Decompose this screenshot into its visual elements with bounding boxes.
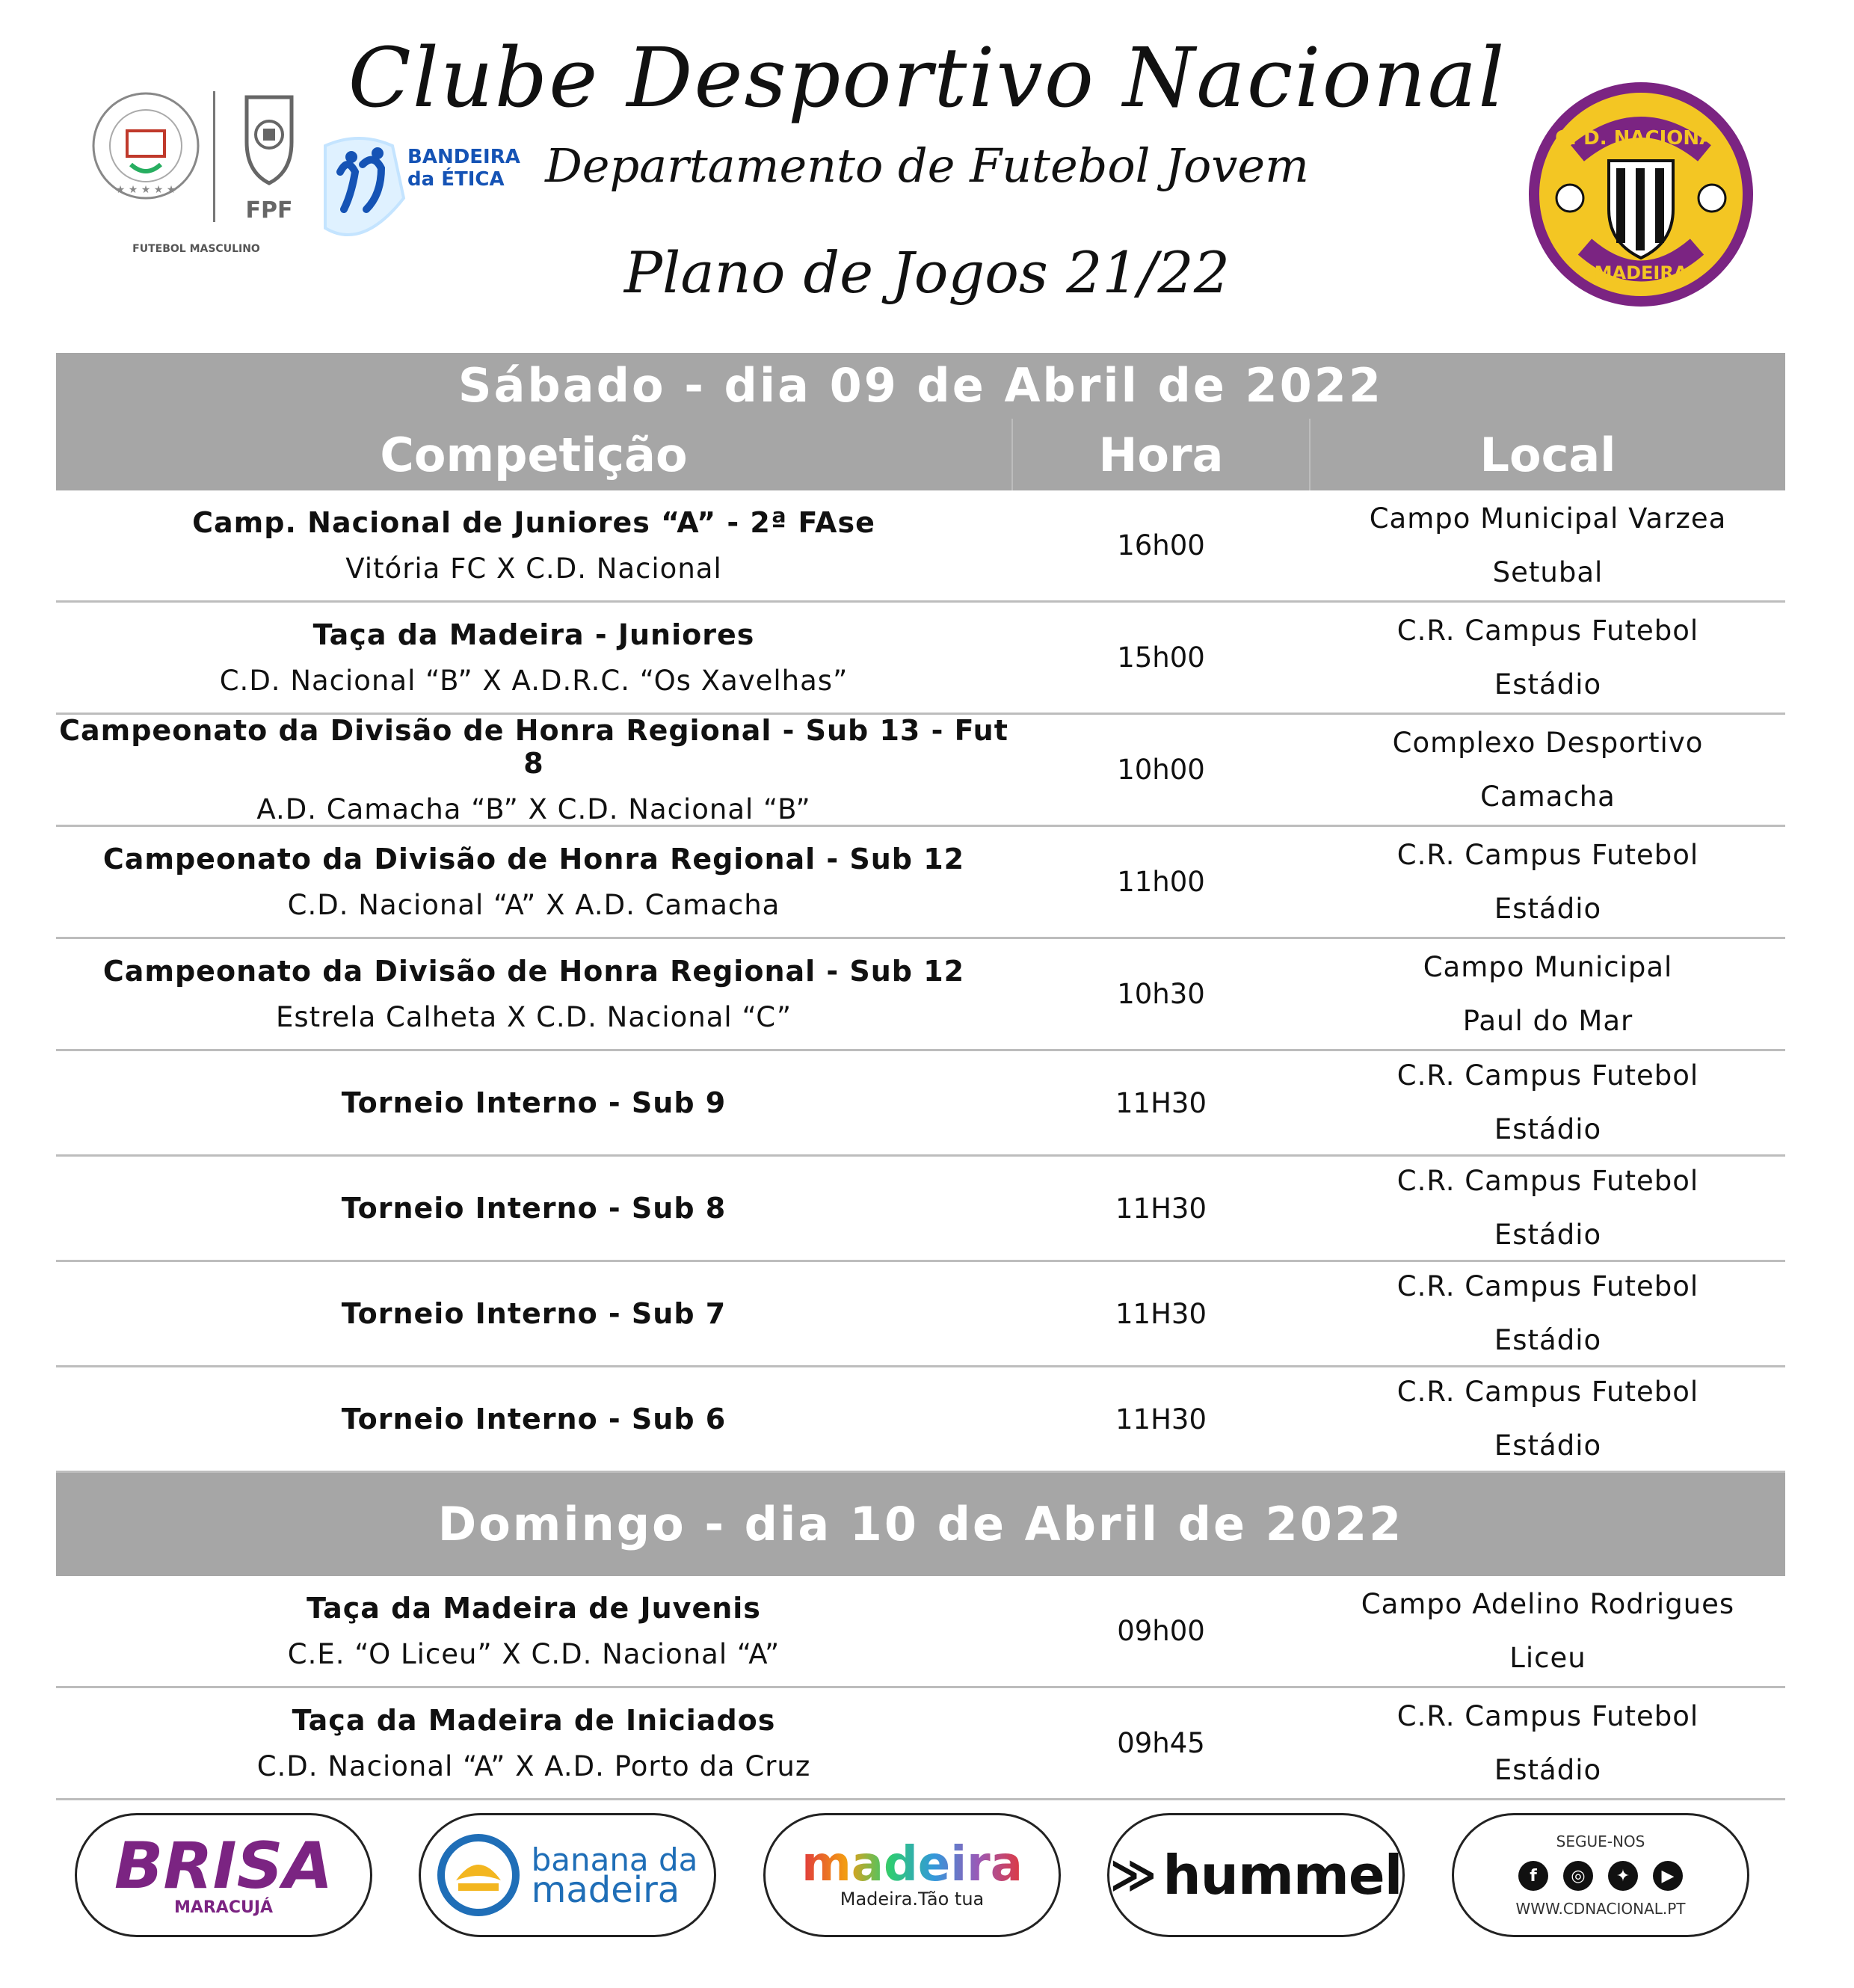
location-line2: Estádio — [1494, 1219, 1602, 1251]
time-cell — [1011, 1367, 1311, 1471]
time-cell — [1011, 603, 1311, 713]
location-line2: Estádio — [1494, 1430, 1602, 1462]
location-line2: Estádio — [1494, 1113, 1602, 1145]
column-competicao: Competição — [380, 427, 688, 482]
svg-text:★ ★ ★ ★ ★: ★ ★ ★ ★ ★ — [115, 184, 176, 196]
certified-entity-logo — [90, 90, 202, 202]
location-cell — [1311, 1262, 1785, 1365]
time-cell — [1011, 715, 1311, 825]
location-cell — [1311, 1367, 1785, 1471]
sponsor-hummel[interactable] — [1107, 1813, 1405, 1937]
location-cell — [1311, 939, 1785, 1049]
sponsor-brisa[interactable] — [75, 1813, 372, 1937]
facebook-icon[interactable]: f — [1518, 1861, 1548, 1891]
competition-cell — [56, 1688, 1011, 1798]
website-link[interactable]: WWW.CDNACIONAL.PT — [1515, 1900, 1686, 1918]
futebol-masculino-caption: FUTEBOL MASCULINO — [132, 243, 260, 255]
logo-divider — [213, 91, 215, 222]
match-teams: C.E. “O Liceu” X C.D. Nacional “A” — [287, 1638, 780, 1670]
table-row — [56, 490, 1785, 603]
location-cell — [1311, 490, 1785, 600]
bandeira-label — [407, 146, 520, 191]
location-line1: C.R. Campus Futebol — [1396, 1376, 1699, 1408]
banana-logo-icon — [437, 1834, 520, 1916]
location-cell — [1311, 715, 1785, 825]
location-line2: Estádio — [1494, 892, 1602, 925]
table-row — [56, 1688, 1785, 1800]
location-line1: C.R. Campus Futebol — [1396, 1699, 1699, 1732]
location-line2: Estádio — [1494, 668, 1602, 701]
table-row — [56, 603, 1785, 715]
sunday-rows — [56, 1576, 1785, 1800]
competition-name: Campeonato da Divisão de Honra Regional - Sub 13 - Fut 8 — [59, 714, 1008, 780]
match-teams: A.D. Camacha “B” X C.D. Nacional “B” — [256, 793, 811, 825]
match-time: 10h30 — [1117, 978, 1205, 1010]
location-cell — [1311, 827, 1785, 937]
youtube-icon[interactable]: ▶ — [1653, 1861, 1683, 1891]
brisa-sub-text: MARACUJÁ — [173, 1898, 274, 1917]
location-line1: C.R. Campus Futebol — [1396, 1270, 1699, 1302]
competition-name: Taça da Madeira - Juniores — [312, 618, 755, 651]
table-row — [56, 1157, 1785, 1262]
hummel-logo-text: hummel — [1162, 1844, 1402, 1907]
location-cell — [1311, 1688, 1785, 1798]
match-time: 10h00 — [1117, 754, 1205, 786]
match-time: 15h00 — [1117, 641, 1205, 674]
sponsor-visit-madeira[interactable] — [763, 1813, 1061, 1937]
time-cell — [1011, 1051, 1311, 1154]
match-teams: Vitória FC X C.D. Nacional — [345, 553, 722, 585]
social-links — [1452, 1813, 1749, 1937]
competition-cell — [56, 1157, 1011, 1260]
fpf-label: FPF — [245, 197, 293, 224]
match-time: 11H30 — [1115, 1086, 1207, 1119]
match-time: 11h00 — [1117, 866, 1205, 898]
sponsor-banana-madeira[interactable] — [419, 1813, 716, 1937]
madeira-slogan: Madeira.Tão tua — [840, 1889, 985, 1909]
schedule-table — [56, 353, 1785, 1800]
competition-name: Taça da Madeira de Iniciados — [292, 1704, 776, 1737]
twitter-icon[interactable]: ✦ — [1608, 1861, 1638, 1891]
competition-cell — [56, 1576, 1011, 1686]
time-cell — [1011, 1157, 1311, 1260]
banana-line1: banana da — [531, 1841, 698, 1878]
match-time: 16h00 — [1117, 529, 1205, 561]
match-time: 09h45 — [1117, 1727, 1205, 1759]
table-row — [56, 1051, 1785, 1157]
club-crest-logo — [1525, 79, 1757, 310]
table-row — [56, 827, 1785, 939]
banana-text — [531, 1841, 698, 1911]
bandeira-line2: da ÉTICA — [407, 168, 505, 191]
time-cell — [1011, 1688, 1311, 1798]
club-title: Clube Desportivo Nacional — [348, 30, 1506, 126]
time-cell — [1011, 939, 1311, 1049]
column-local: Local — [1479, 427, 1616, 482]
table-row — [56, 1367, 1785, 1473]
brisa-logo-text: BRISA — [114, 1828, 333, 1904]
location-line2: Estádio — [1494, 1753, 1602, 1786]
competition-cell — [56, 715, 1011, 825]
fpf-shield-icon — [232, 90, 307, 194]
competition-cell — [56, 490, 1011, 600]
banana-line2: madeira — [531, 1869, 680, 1911]
match-teams: C.D. Nacional “A” X A.D. Porto da Cruz — [256, 1750, 811, 1782]
location-line1: C.R. Campus Futebol — [1396, 1165, 1699, 1197]
location-cell — [1311, 603, 1785, 713]
bandeira-line1: BANDEIRA — [407, 146, 520, 168]
competition-cell — [56, 939, 1011, 1049]
match-teams: C.D. Nacional “B” X A.D.R.C. “Os Xavelhas” — [219, 665, 849, 697]
competition-name: Camp. Nacional de Juniores “A” - 2ª FAse — [192, 506, 875, 539]
plan-title: Plano de Jogos 21/22 — [623, 239, 1231, 306]
saturday-header: Sábado - dia 09 de Abril de 2022 — [56, 353, 1785, 419]
time-cell — [1011, 827, 1311, 937]
location-line1: Campo Municipal — [1423, 950, 1673, 983]
match-time: 11H30 — [1115, 1297, 1207, 1330]
competition-name: Torneio Interno - Sub 7 — [341, 1297, 727, 1330]
location-line2: Camacha — [1480, 780, 1616, 813]
match-teams: Estrela Calheta X C.D. Nacional “C” — [275, 1001, 792, 1033]
location-line1: C.R. Campus Futebol — [1396, 1059, 1699, 1092]
competition-name: Torneio Interno - Sub 9 — [341, 1086, 727, 1119]
sunday-header: Domingo - dia 10 de Abril de 2022 — [56, 1473, 1785, 1576]
location-line1: C.R. Campus Futebol — [1396, 838, 1699, 871]
competition-cell — [56, 603, 1011, 713]
crest-top-text: C. D. NACIONAL — [1555, 127, 1727, 150]
table-row — [56, 1262, 1785, 1367]
time-cell — [1011, 490, 1311, 600]
location-line2: Setubal — [1492, 556, 1604, 588]
location-cell — [1311, 1576, 1785, 1686]
time-cell — [1011, 1576, 1311, 1686]
competition-cell — [56, 1051, 1011, 1154]
competition-cell — [56, 827, 1011, 937]
instagram-icon[interactable]: ◎ — [1563, 1861, 1593, 1891]
location-line2: Paul do Mar — [1462, 1004, 1633, 1037]
hummel-chevron-icon: ≫ — [1109, 1849, 1157, 1901]
location-line2: Liceu — [1509, 1641, 1586, 1674]
competition-name: Torneio Interno - Sub 8 — [341, 1192, 727, 1225]
table-row — [56, 1576, 1785, 1688]
competition-name: Taça da Madeira de Juvenis — [307, 1592, 761, 1625]
saturday-rows — [56, 490, 1785, 1473]
location-line1: C.R. Campus Futebol — [1396, 614, 1699, 647]
column-hora: Hora — [1011, 419, 1311, 490]
competition-cell — [56, 1262, 1011, 1365]
location-cell — [1311, 1051, 1785, 1154]
crest-bottom-text: MADEIRA — [1594, 262, 1688, 283]
time-cell — [1011, 1262, 1311, 1365]
competition-name: Torneio Interno - Sub 6 — [341, 1403, 727, 1435]
match-teams: C.D. Nacional “A” X A.D. Camacha — [287, 889, 780, 921]
fpf-logo — [232, 90, 307, 232]
bandeira-figure-icon — [310, 131, 407, 250]
bandeira-etica-logo — [310, 131, 520, 250]
competition-name: Campeonato da Divisão de Honra Regional - Sub 12 — [102, 843, 965, 875]
match-time: 11H30 — [1115, 1192, 1207, 1225]
table-row — [56, 715, 1785, 827]
location-line1: Complexo Desportivo — [1392, 726, 1704, 759]
location-cell — [1311, 1157, 1785, 1260]
department-subtitle: Departamento de Futebol Jovem — [545, 138, 1309, 193]
segue-nos-label: SEGUE-NOS — [1556, 1832, 1645, 1850]
location-line1: Campo Municipal Varzea — [1369, 502, 1727, 535]
madeira-logo-text: madeira — [801, 1837, 1023, 1892]
table-row — [56, 939, 1785, 1051]
competition-cell — [56, 1367, 1011, 1471]
match-time: 09h00 — [1117, 1615, 1205, 1647]
competition-name: Campeonato da Divisão de Honra Regional - Sub 12 — [102, 955, 965, 988]
social-icons — [1518, 1861, 1683, 1891]
column-headers — [56, 419, 1785, 490]
location-line2: Estádio — [1494, 1324, 1602, 1356]
location-line1: Campo Adelino Rodrigues — [1361, 1587, 1735, 1620]
match-time: 11H30 — [1115, 1403, 1207, 1435]
